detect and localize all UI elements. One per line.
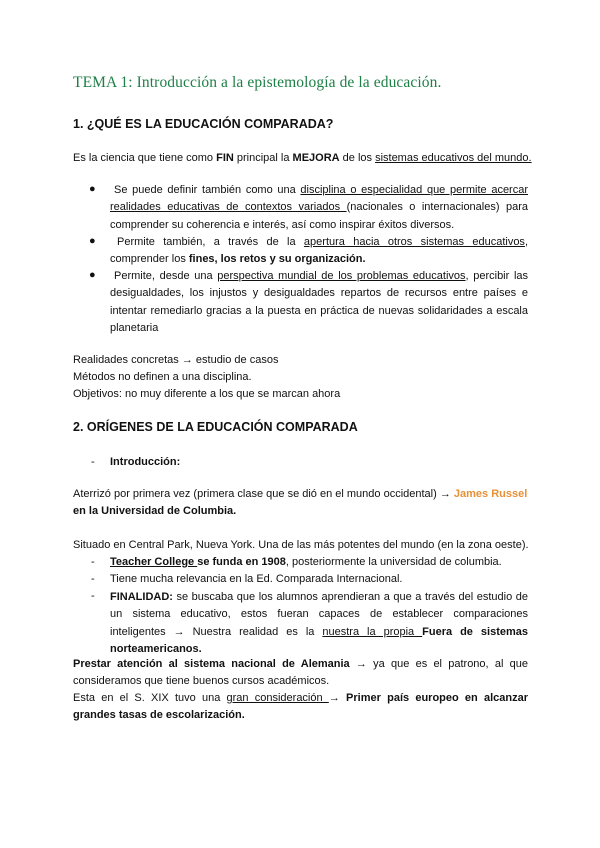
siglo-text: Esta en el S. XIX tuvo una — [73, 692, 227, 704]
siglo-underlined: gran consideración — [226, 692, 329, 704]
paragraph-alemania — [73, 656, 528, 691]
section-1-heading: 1. ¿QUÉ ES LA EDUCACIÓN COMPARADA? — [73, 117, 334, 131]
teacher-college-text: , posteriormente la universidad de columbia. — [285, 556, 502, 568]
teacher-college-date: se funda en 1908 — [197, 556, 286, 568]
definition-text-3: de los — [339, 152, 376, 164]
teacher-college-label: Teacher College — [110, 556, 198, 568]
paragraph-siglo-xix — [73, 690, 528, 725]
bullet-1-paragraph — [110, 182, 528, 234]
finalidad-underlined: nuestra la propia — [322, 625, 423, 638]
russel-name: James Russel — [453, 488, 528, 500]
bullet-2-paragraph — [110, 234, 528, 269]
bullet-2-underlined: apertura hacia otros sistemas educativos — [303, 236, 525, 248]
siglo-bold: Primer país europeo en alcanzar grandes tasas de escolarización. — [73, 692, 528, 722]
dash-icon: - — [91, 456, 95, 468]
definition-systems: sistemas educativos del mundo. — [375, 152, 532, 164]
bullet-icon: ● — [89, 269, 96, 281]
finalidad-text: se buscaba que los alumnos aprendieran a que a través del estudio de un sistema educativo, estos fueran capaces de establecer comparaciones inteligentes → Nuestra realidad es la — [110, 591, 528, 638]
paragraph-russel — [73, 486, 528, 521]
note-metodos: Métodos no definen a una disciplina. — [73, 371, 252, 383]
note-objetivos: Objetivos: no muy diferente a los que se marcan ahora — [73, 388, 341, 400]
subheading-introduccion: Introducción: — [110, 456, 181, 468]
bullet-1-underlined: disciplina o especialidad que permite acercar realidades educativas de contextos variados — [110, 184, 529, 214]
bullet-3-text-2: , percibir las desigualdades, los injustos y desigualdades repartos de recursos entre países e intentar remediarlo gracias a la puesta en práctica de nuevas solidaridades a escala planetaria — [110, 270, 528, 334]
bullet-3-underlined: perspectiva mundial de los problemas educativos — [217, 270, 466, 282]
page-title: TEMA 1: Introducción a la epistemología de la educación. — [73, 74, 442, 91]
bullet-2-text-2: , comprender los — [110, 236, 528, 266]
note-casos: Realidades concretas → estudio de casos — [73, 354, 279, 366]
definition-text-2: principal la — [233, 152, 293, 164]
bullet-1-text: Se puede definir también como una — [114, 184, 301, 196]
bullet-2-bold: fines, los retos y su organización. — [188, 253, 366, 266]
siglo-arrow: → — [328, 692, 347, 704]
alemania-bold: Prestar atención al sistema nacional de Alemania — [73, 658, 350, 670]
alemania-text: → ya que es el patrono, al que consideramos que tiene buenos cursos académicos. — [73, 658, 528, 688]
russel-text: Aterrizó por primera vez (primera clase que se dió en el mundo occidental) → — [73, 488, 454, 500]
bullet-icon: ● — [89, 183, 96, 195]
definition-paragraph — [73, 151, 532, 165]
finalidad-bold: Fuera de sistemas norteamericanos. — [110, 625, 528, 655]
bullet-3-paragraph — [110, 268, 528, 337]
dash-item-teacher-college — [110, 555, 502, 569]
dash-icon: - — [91, 590, 95, 602]
section-2-heading: 2. ORÍGENES DE LA EDUCACIÓN COMPARADA — [73, 420, 358, 434]
dash-icon: - — [91, 573, 95, 585]
bullet-2-text: Permite también, a través de la — [117, 236, 304, 248]
paragraph-central-park: Situado en Central Park, Nueva York. Una de las más potentes del mundo (en la zona oeste). — [73, 539, 529, 551]
russel-university: en la Universidad de Columbia. — [73, 505, 237, 518]
definition-fin: FIN — [216, 152, 234, 164]
bullet-icon: ● — [89, 235, 96, 247]
definition-text: Es la ciencia que tiene como — [73, 152, 217, 164]
dash-item-finalidad — [110, 589, 528, 658]
dash-icon: - — [91, 556, 95, 568]
finalidad-label: FINALIDAD: — [110, 591, 173, 603]
bullet-3-text: Permite, desde una — [114, 270, 218, 282]
bullet-1-text-2: (nacionales o internacionales) para comprender su coherencia e interés, así como inspirar éxitos diversos. — [110, 201, 528, 231]
definition-mejora: MEJORA — [292, 152, 340, 164]
dash-item-relevancia: Tiene mucha relevancia en la Ed. Comparada Internacional. — [110, 573, 403, 585]
